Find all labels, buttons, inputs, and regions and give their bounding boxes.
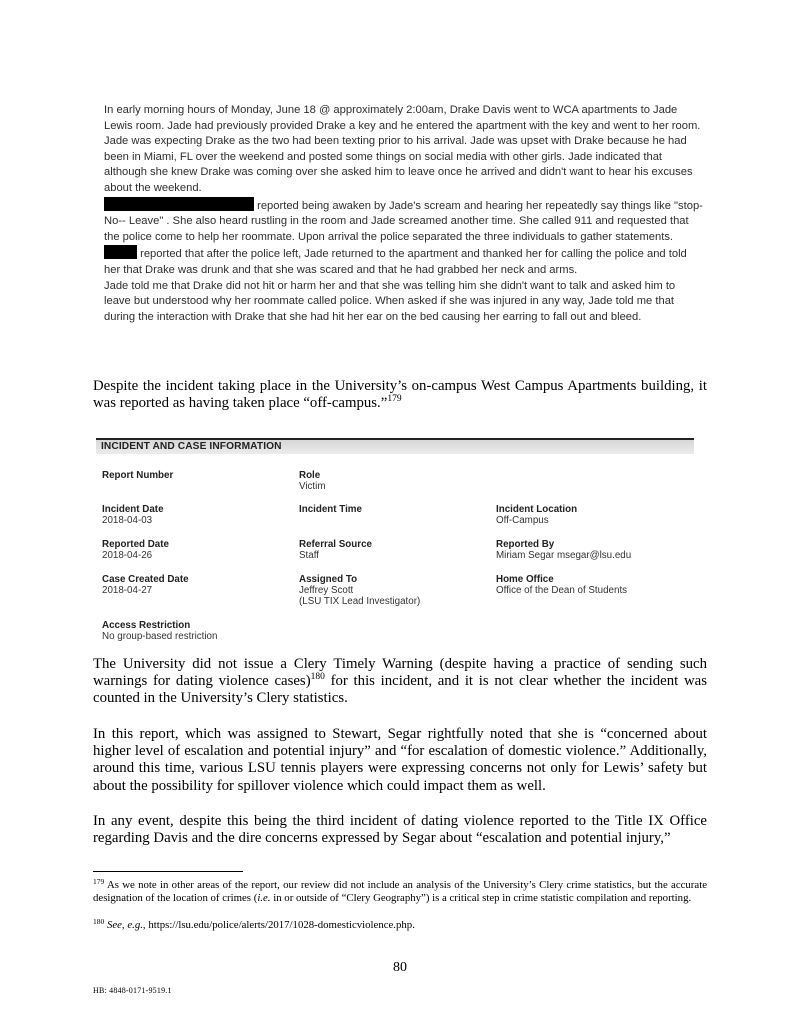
field-label: Report Number (102, 470, 174, 481)
field-value: 2018-04-27 (102, 585, 153, 597)
role-field (299, 470, 326, 492)
field-label: Incident Time (299, 504, 362, 515)
incident-case-form (96, 438, 694, 643)
field-label: Assigned To (299, 574, 358, 585)
field-value: No group-based restriction (102, 631, 218, 643)
body-paragraph: In this report, which was assigned to Stewart, Segar rightfully noted that she is “concerned about higher level of escalation and potential injury” and “for escalation of domestic violence.” Additionally, around this time, various LSU tennis players were expressing concerns not only for Lewis’ safety but about the possibility for spillover violence which could impact them as well. (93, 726, 707, 794)
excerpt-paragraph-1: In early morning hours of Monday, June 18 @ approximately 2:00am, Drake Davis went to WCA apartments to Jade Lewis room. Jade had previously provided Drake a key and he entered the apartment with the key and went to her room. Jade was expecting Drake as the two had been texting prior to his arrival. Jade was upset with Drake because he had been in Miami, FL over the weekend and posted some things on social media with other girls. Jade indicated that although she knew Drake was coming over she asked him to leave once he arrived and didn't want to hear his excuses about the weekend. (104, 104, 701, 194)
footnote-text: in or outside of “Clery Geography”) is a critical step in crime statistic compilation and reporting. (270, 892, 692, 904)
field-value-role: (LSU TIX Lead Investigator) (299, 596, 421, 608)
field-value: 2018-04-26 (102, 550, 153, 562)
footnote-link[interactable]: , https://lsu.edu/police/alerts/2017/1028-domesticviolence.php. (142, 919, 415, 931)
footnote-number: 179 (93, 877, 105, 886)
field-value: Staff (299, 550, 319, 562)
field-value: Off-Campus (496, 515, 549, 527)
page-number: 80 (393, 960, 407, 975)
excerpt-paragraph-3: Jade told me that Drake did not hit or harm her and that she was telling him she didn't want to talk and asked him to leave but understood why her roommate called police. When asked if she was injured in any way, Jade told me that during the interaction with Drake that she had hit her ear on the bed causing her earring to fall out and bleed. (104, 279, 676, 323)
assigned-to-field (299, 574, 420, 608)
access-restriction-field (102, 620, 217, 642)
field-label: Referral Source (299, 539, 372, 550)
field-label: Reported By (496, 539, 555, 550)
home-office-field (496, 574, 627, 596)
incident-date-field (102, 504, 164, 526)
footnote-ref[interactable]: 179 (387, 394, 402, 405)
field-value: Victim (299, 481, 326, 493)
field-value: Jeffrey Scott (299, 585, 354, 597)
field-label: Incident Date (102, 504, 164, 515)
field-label: Reported Date (102, 539, 169, 550)
field-label: Incident Location (496, 504, 578, 515)
footnote-italic: See, e.g. (104, 919, 143, 931)
field-value: 2018-04-03 (102, 515, 153, 527)
field-label: Case Created Date (102, 574, 189, 585)
field-value: Office of the Dean of Students (496, 585, 628, 597)
paragraph-text: The University did not issue a Clery Timely Warning (despite having a practice of sending such warnings for dating violence cases) (93, 656, 707, 690)
incident-time-field (299, 504, 362, 515)
excerpt-text: reported being awaken by Jade's scream and hearing her repeatedly say things like "stop- No-- Leave" . She also heard rustling in the room and Jade screamed another time. She called 911 and requested that the police come to help her roommate. Upon arrival the police separated the three individuals to gather statements. (104, 199, 703, 243)
incident-location-field (496, 504, 577, 526)
form-header: INCIDENT AND CASE INFORMATION (96, 438, 694, 454)
paragraph-text: for this incident, and it is not clear whether the incident was counted in the University’s Clery statistics. (93, 673, 707, 707)
footnote-italic: i.e. (257, 892, 271, 904)
footnote-179 (93, 879, 707, 905)
reported-by-field (496, 539, 631, 561)
field-label: Access Restriction (102, 620, 191, 631)
reported-date-field (102, 539, 169, 561)
body-paragraph (93, 656, 707, 708)
field-label: Home Office (496, 574, 554, 585)
redaction-bar (104, 245, 137, 259)
footnote-divider (93, 871, 243, 872)
document-id: HB: 4848-0171-9519.1 (93, 986, 172, 995)
footnote-number: 180 (93, 917, 105, 926)
report-number-field (102, 470, 173, 481)
referral-source-field (299, 539, 372, 561)
case-created-date-field (102, 574, 189, 596)
excerpt-text: reported that after the police left, Jade returned to the apartment and thanked her for calling the police and told her that Drake was drunk and that she was scared and that he had grabbed her neck and arms. (104, 248, 687, 276)
footnote-text: As we note in other areas of the report, our review did not include an analysis of the University’s Clery crime statistics, but the accurate designation of the location of crimes ( (93, 879, 707, 904)
footnote-ref[interactable]: 180 (310, 672, 325, 683)
body-paragraph (93, 378, 707, 412)
field-value: Miriam Segar msegar@lsu.edu (496, 550, 632, 562)
scanned-excerpt (104, 103, 704, 325)
footnote-180 (93, 919, 707, 932)
excerpt-paragraph-2 (104, 197, 704, 279)
body-paragraph: In any event, despite this being the third incident of dating violence reported to the Title IX Office regarding Davis and the dire concerns expressed by Segar about “escalation and potential injury,” (93, 813, 707, 847)
field-label: Role (299, 470, 321, 481)
redaction-bar (104, 197, 254, 211)
paragraph-text: Despite the incident taking place in the University’s on-campus West Campus Apartments building, it was reported as having taken place “off-campus.” (93, 378, 707, 412)
